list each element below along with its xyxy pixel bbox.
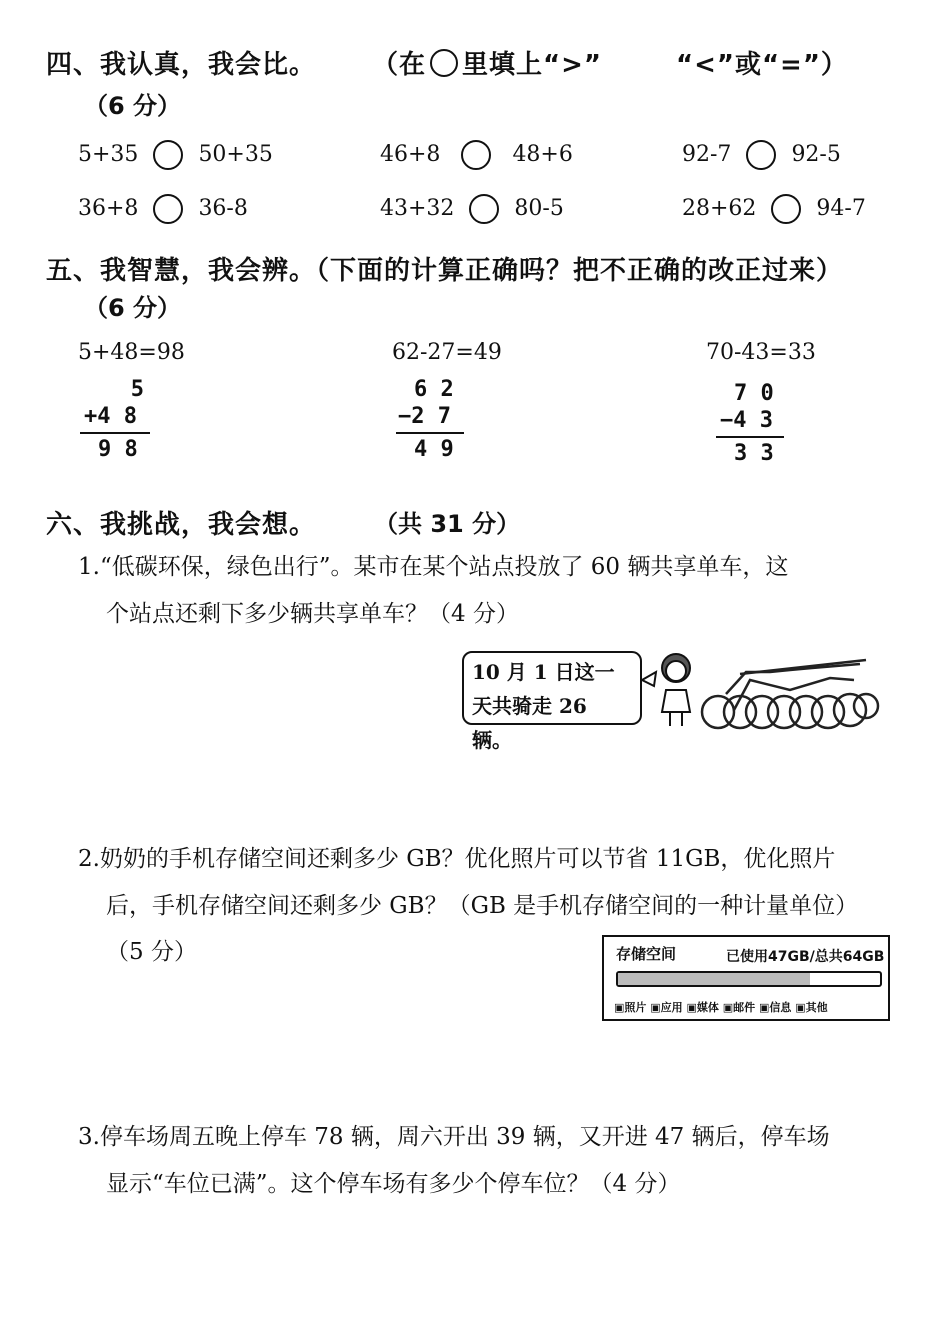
section4-instr-b: 里填上“>” — [462, 50, 602, 80]
q1-line1: 1.“低碳环保，绿色出行”。某市在某个站点投放了 60 辆共享单车，这 — [78, 554, 789, 580]
compare-item — [682, 140, 841, 170]
compare-left: 43+32 — [380, 196, 455, 221]
compare-circle[interactable] — [153, 140, 183, 170]
vertical-rule — [396, 432, 464, 434]
legend-item: ▣照片 — [614, 1001, 647, 1014]
compare-item — [682, 194, 866, 224]
storage-panel — [602, 935, 890, 1021]
compare-item — [78, 140, 273, 170]
compare-left: 28+62 — [682, 196, 757, 221]
equation: 62-27=49 — [392, 340, 502, 365]
bubble-line1: 10 月 1 日这一 — [472, 660, 615, 684]
vertical-operand: −4 3 — [720, 408, 773, 433]
storage-usage: 已使用47GB/总共64GB — [726, 949, 885, 965]
compare-circle[interactable] — [746, 140, 776, 170]
q3-line2: 显示“车位已满”。这个停车场有多少个停车位？（4 分） — [106, 1171, 681, 1197]
compare-circle[interactable] — [771, 194, 801, 224]
vertical-top: 5 — [130, 377, 144, 402]
compare-circle[interactable] — [461, 140, 491, 170]
section6-score: （共 31 分） — [374, 510, 521, 538]
q3-line1: 3.停车场周五晚上停车 78 辆，周六开出 39 辆，又开进 47 辆后，停车场 — [78, 1124, 830, 1150]
vertical-operand: −2 7 — [398, 404, 451, 429]
vertical-result: 9 8 — [98, 437, 138, 462]
compare-item — [380, 140, 573, 170]
legend-item: ▣媒体 — [686, 1001, 719, 1014]
q2-line3: （5 分） — [106, 939, 197, 965]
compare-right: 94-7 — [816, 196, 866, 221]
section5-score: （6 分） — [84, 294, 182, 322]
bicycles-icon — [702, 660, 878, 728]
answer-circle-icon — [430, 49, 458, 77]
compare-left: 36+8 — [78, 196, 139, 221]
q2-line2: 后，手机存储空间还剩多少 GB？（GB 是手机存储空间的一种计量单位） — [106, 893, 859, 919]
compare-left: 5+35 — [78, 142, 139, 167]
compare-item — [380, 194, 564, 224]
vertical-rule — [716, 436, 784, 438]
section4-instr-c: “<”或“=”） — [676, 50, 848, 80]
legend-item: ▣其他 — [795, 1001, 828, 1014]
storage-used-fill — [618, 973, 810, 985]
vertical-operand: +4 8 — [84, 404, 137, 429]
compare-circle[interactable] — [153, 194, 183, 224]
storage-bar — [616, 971, 882, 987]
bubble-line2: 天共骑走 26 辆。 — [472, 694, 587, 752]
compare-right: 36-8 — [198, 196, 248, 221]
legend-item: ▣邮件 — [722, 1001, 756, 1014]
compare-circle[interactable] — [469, 194, 499, 224]
legend-item: ▣应用 — [650, 1001, 683, 1014]
compare-right: 92-5 — [791, 142, 841, 167]
equation: 70-43=33 — [706, 340, 816, 365]
section4-score: （6 分） — [84, 92, 182, 120]
storage-title: 存储空间 — [616, 945, 677, 963]
compare-right: 80-5 — [514, 196, 564, 221]
q1-line2: 个站点还剩下多少辆共享单车？（4 分） — [106, 601, 519, 627]
compare-right: 50+35 — [198, 142, 273, 167]
compare-left: 92-7 — [682, 142, 732, 167]
legend-item: ▣信息 — [759, 1001, 792, 1014]
vertical-result: 3 3 — [734, 441, 774, 466]
section4-instr-a: （在 — [372, 50, 427, 80]
compare-right: 48+6 — [512, 142, 573, 167]
section5-title: 五、我智慧，我会辨。（下面的计算正确吗？把不正确的改正过来） — [46, 256, 844, 286]
compare-left: 46+8 — [380, 142, 441, 167]
vertical-top: 6 2 — [414, 377, 454, 402]
vertical-rule — [80, 432, 150, 434]
q2-line1: 2.奶奶的手机存储空间还剩多少 GB？优化照片可以节省 11GB，优化照片 — [78, 846, 836, 872]
girl-icon — [662, 654, 690, 726]
storage-legend — [614, 999, 828, 1015]
vertical-result: 4 9 — [414, 437, 454, 462]
section4-instruction — [372, 44, 602, 81]
speech-bubble — [462, 651, 642, 752]
girl-and-bicycles-illustration — [640, 650, 880, 732]
vertical-top: 7 0 — [734, 381, 774, 406]
equation: 5+48=98 — [78, 340, 185, 365]
compare-item — [78, 194, 248, 224]
section6-title: 六、我挑战，我会想。 — [46, 510, 317, 540]
section4-title: 四、我认真，我会比。 — [46, 50, 317, 80]
